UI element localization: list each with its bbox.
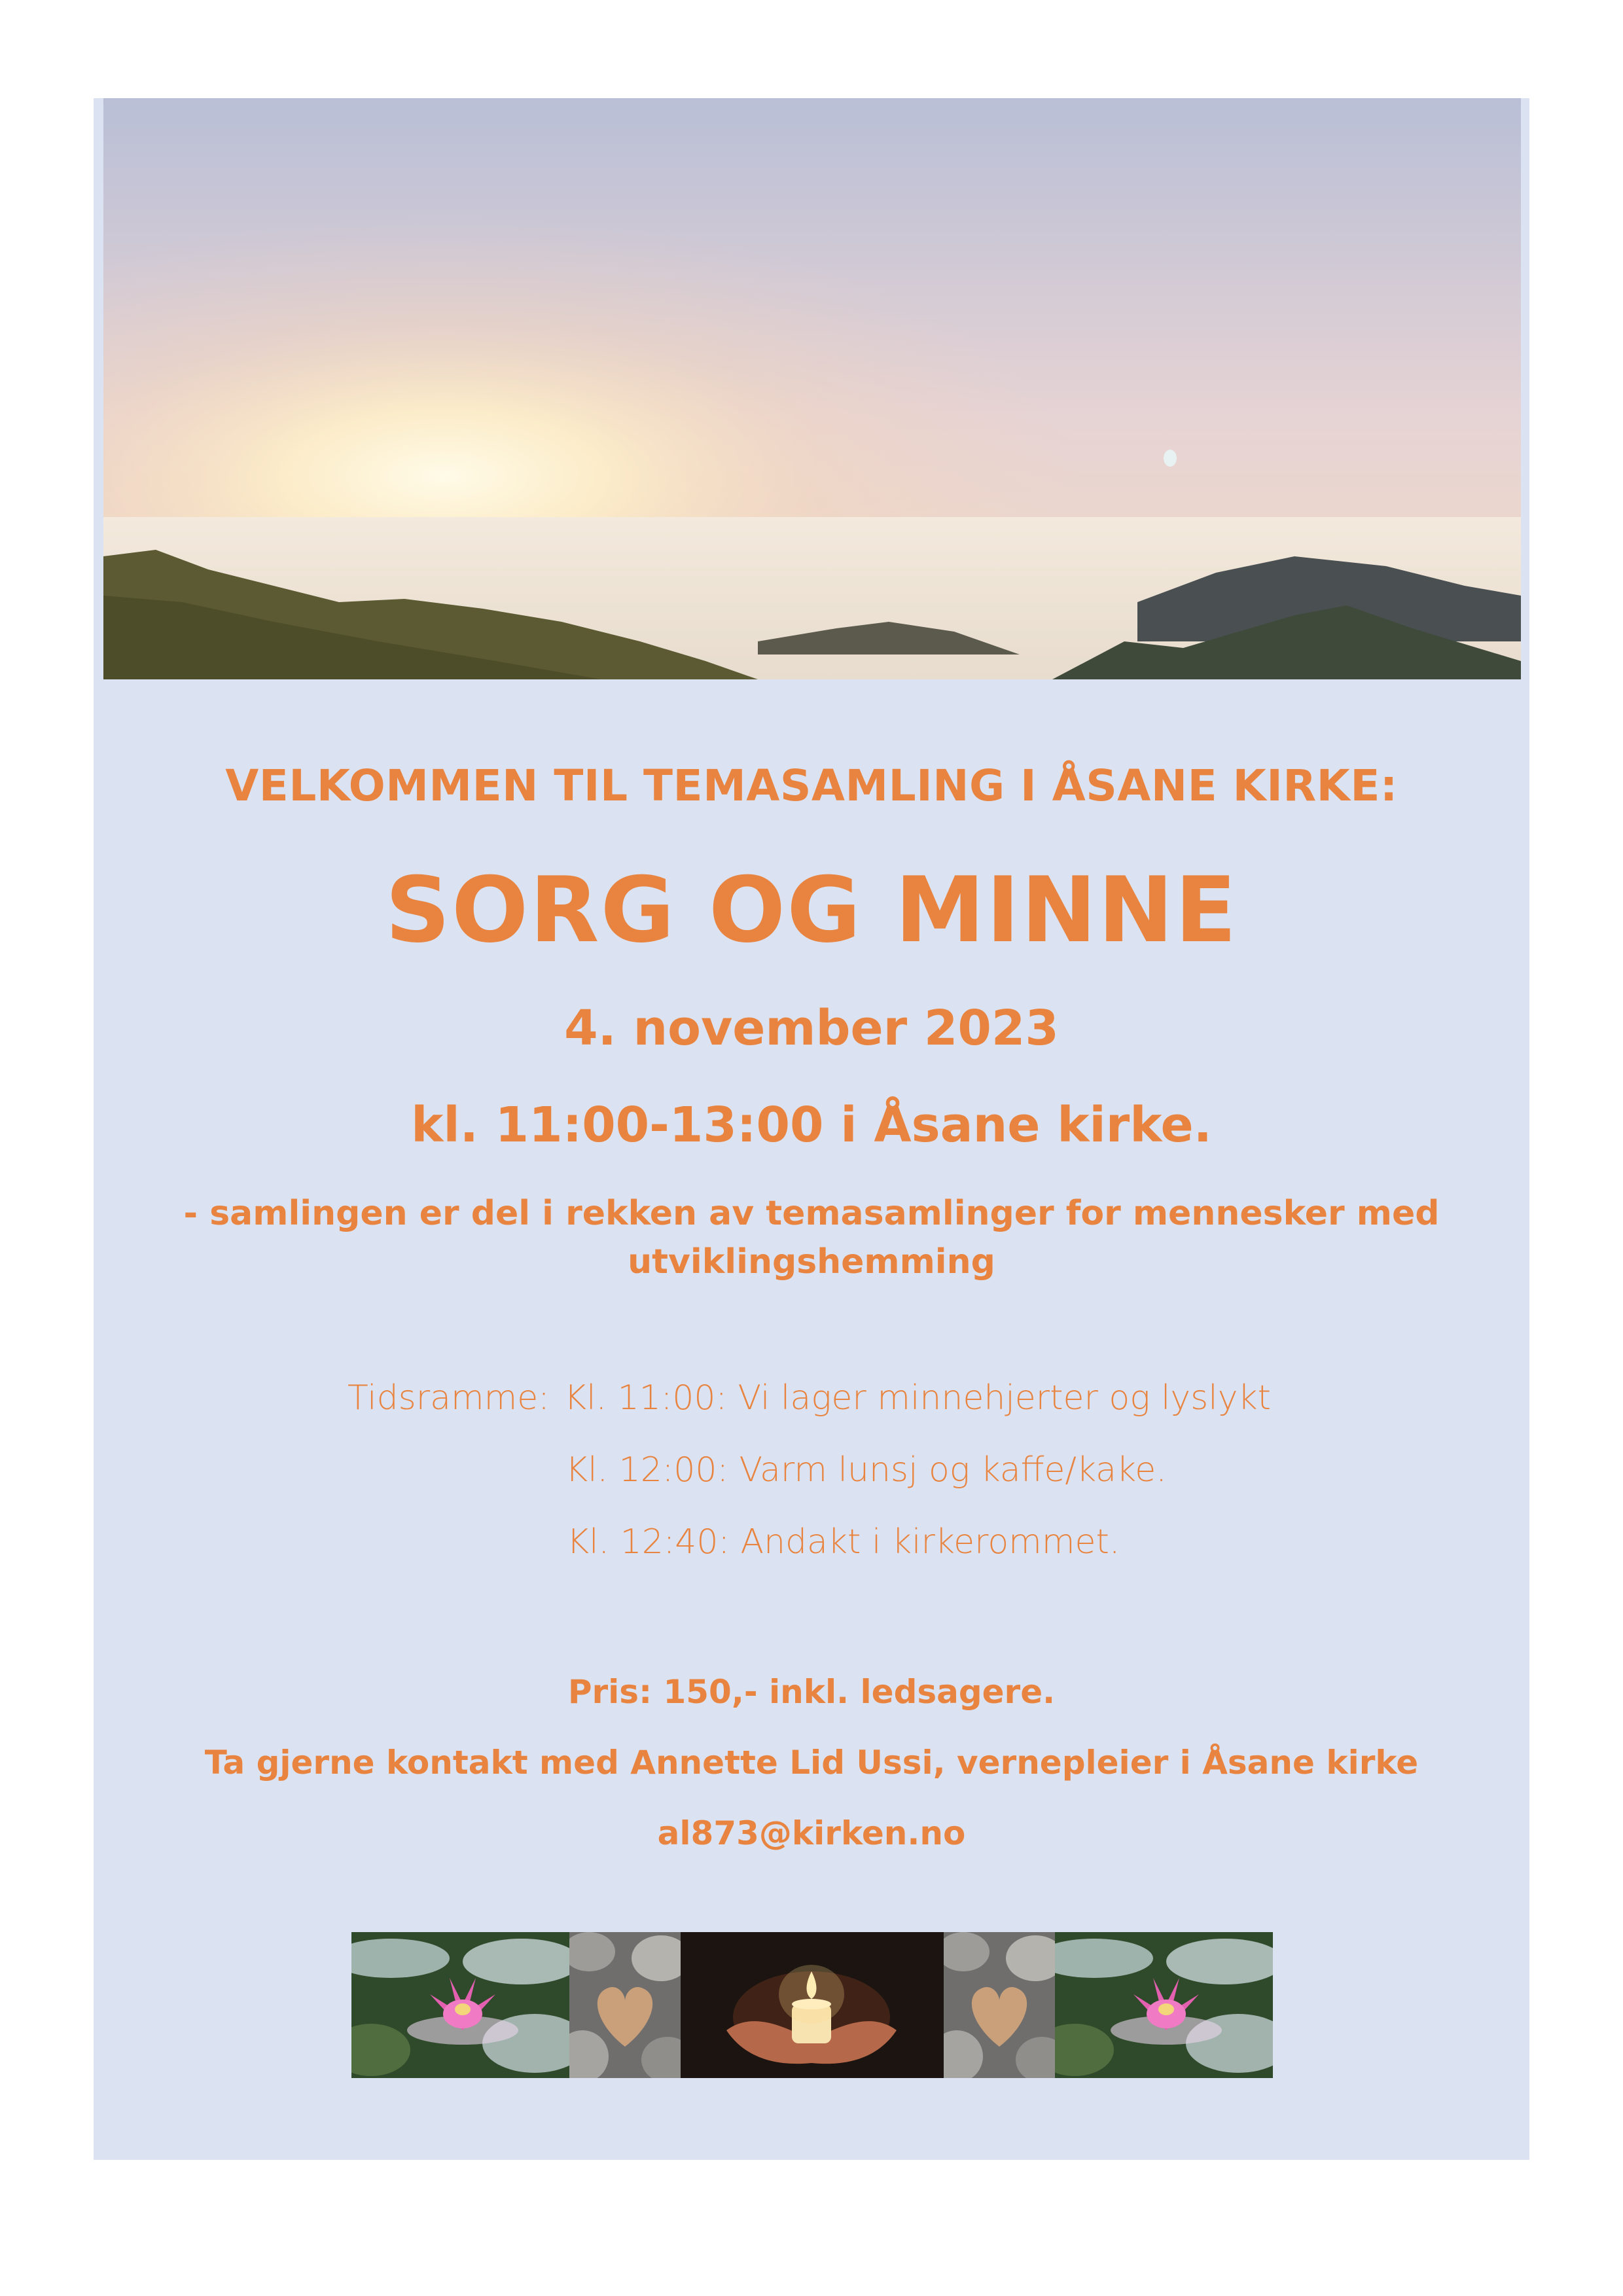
event-time: kl. 11:00-13:00 i Åsane kirke. (411, 1097, 1212, 1153)
schedule-item: Kl. 12:40: Andakt i kirkerommet. (567, 1522, 1120, 1562)
price-text: Pris: 150,- inkl. ledsagere. (567, 1673, 1056, 1711)
schedule-item: Kl. 11:00: Vi lager minnehjerter og lyslykt (564, 1378, 1271, 1418)
email-link[interactable]: al873@kirken.no (657, 1814, 966, 1852)
event-note-line1: - samlingen er del i rekken av temasamlinger for mennesker med (183, 1194, 1440, 1233)
water-lily-image (1055, 1932, 1273, 2078)
schedule-label: Tidsramme: (348, 1378, 550, 1418)
event-date: 4. november 2023 (564, 1000, 1059, 1056)
welcome-heading: VELKOMMEN TIL TEMASAMLING I ÅSANE KIRKE: (225, 761, 1398, 811)
water-lily-image (351, 1932, 569, 2078)
schedule-item: Kl. 12:00: Varm lunsj og kaffe/kake. (565, 1450, 1167, 1490)
sunrise-landscape-image (103, 98, 1521, 679)
image-strip (351, 1932, 1273, 2078)
page-title: SORG OG MINNE (385, 857, 1238, 963)
heart-stone-image (569, 1932, 681, 2078)
contact-text: Ta gjerne kontakt med Annette Lid Ussi, vernepleier i Åsane kirke (204, 1744, 1419, 1782)
heart-stone-image (944, 1932, 1055, 2078)
event-note-line2: utviklingshemming (628, 1242, 995, 1282)
event-note (94, 1189, 1529, 1286)
candle-in-hands-image (681, 1932, 944, 2078)
